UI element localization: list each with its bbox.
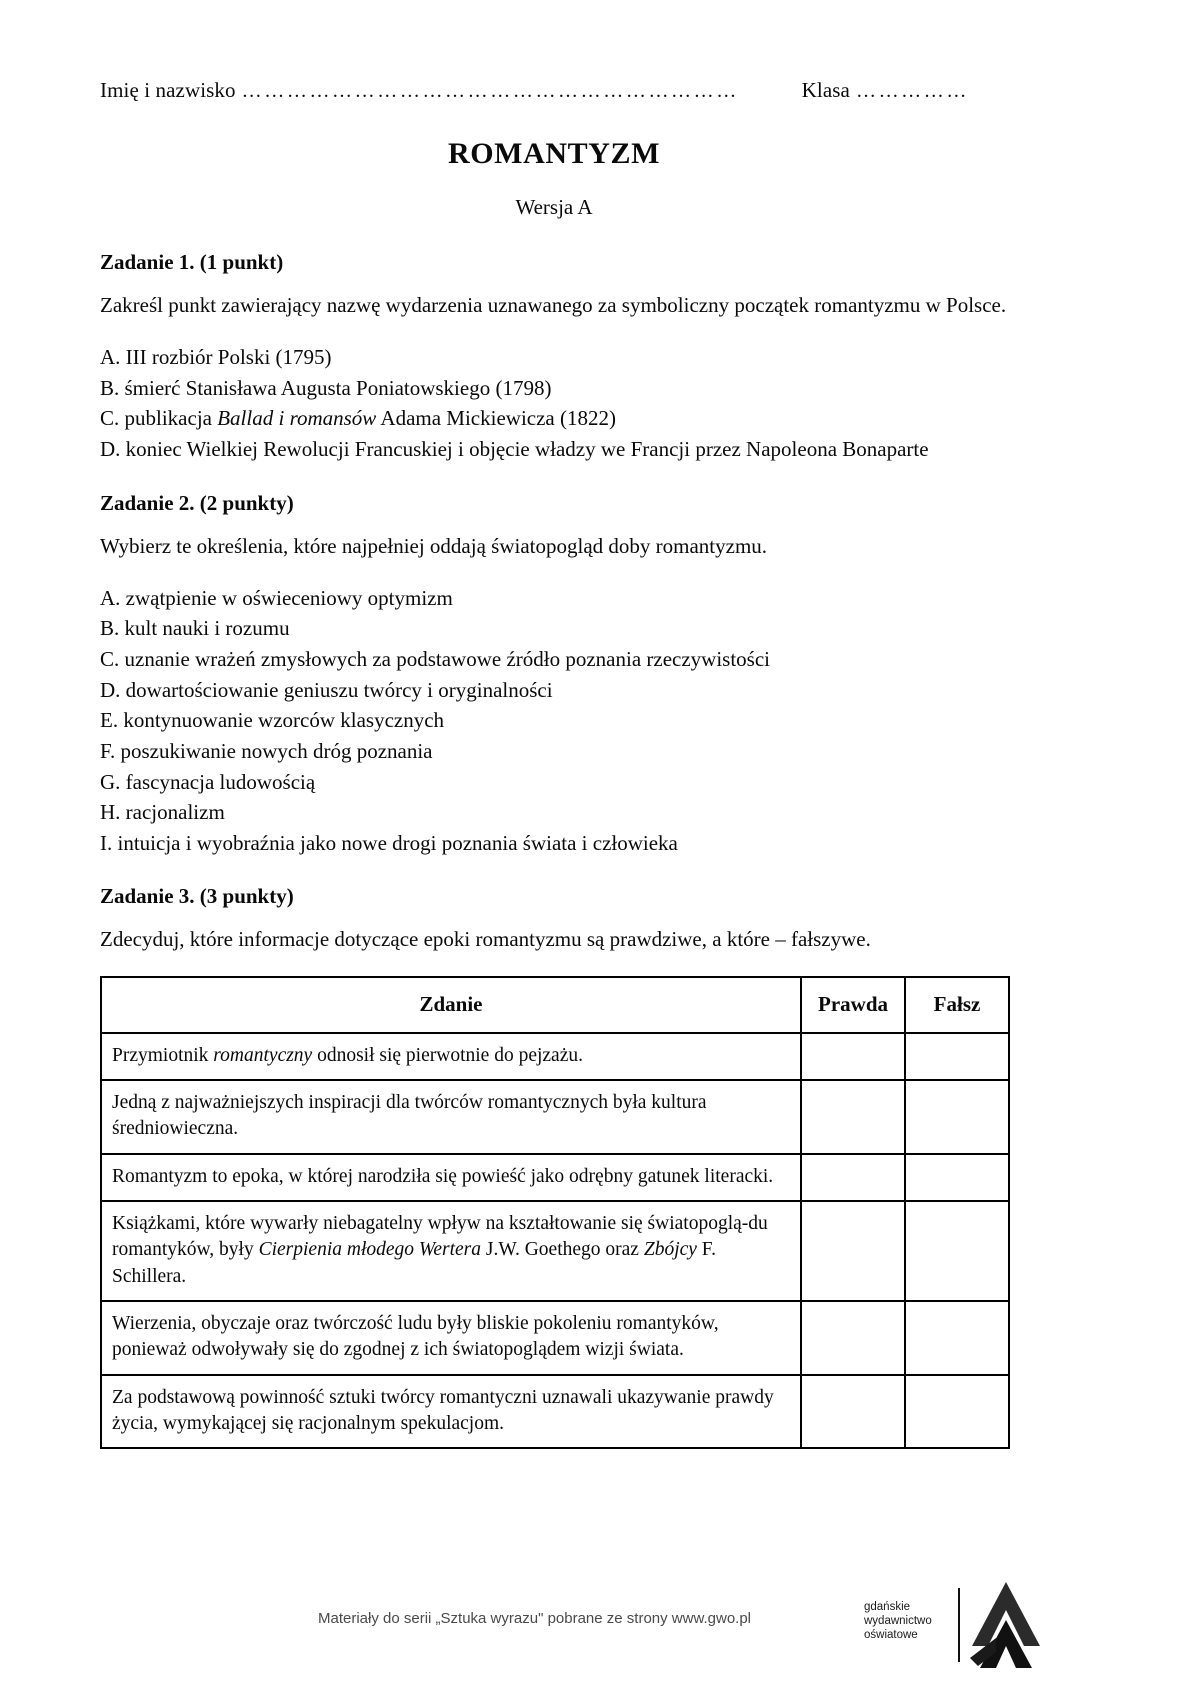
- true-false-table: [100, 976, 1010, 1449]
- task-2-option-e[interactable]: E. kontynuowanie wzorców klasycznych: [100, 708, 445, 733]
- table-body: [101, 1033, 1009, 1448]
- statement-text-part: Książkami, które wywarły niebagatelny wpływ na kształtowanie się światopoglą-du romantyków, były: [112, 1213, 768, 1261]
- answer-cell-false[interactable]: [905, 1033, 1009, 1080]
- publisher-logo-text: [864, 1600, 956, 1642]
- table-row: [101, 1080, 1009, 1154]
- task-1-option-c-after: Adama Mickiewicza (1822): [376, 406, 616, 431]
- publisher-name-line-3: oświatowe: [864, 1629, 918, 1642]
- task-2-option-g[interactable]: G. fascynacja ludowością: [100, 769, 316, 794]
- task-1-heading: Zadanie 1. (1 punkt): [100, 250, 284, 274]
- name-label: Imię i nazwisko: [100, 78, 236, 102]
- task-1-option-c[interactable]: [100, 403, 1008, 434]
- task-1-option-c-title: Ballad i romansów: [217, 406, 377, 431]
- task-2-option-c[interactable]: C. uznanie wrażeń zmysłowych za podstawowe źródło poznania rzeczywistości: [100, 646, 771, 671]
- gwo-emblem-icon: [966, 1580, 1050, 1668]
- task-2: [100, 491, 1008, 859]
- statement-cell: Wierzenia, obyczaje oraz twórczość ludu były bliskie pokoleniu romantyków, ponieważ odwoływały się do zgodnej z ich światopoglądem wizji świata.: [101, 1301, 801, 1375]
- answer-cell-false[interactable]: [905, 1154, 1009, 1201]
- answer-cell-true[interactable]: [801, 1033, 905, 1080]
- task-2-option-b[interactable]: B. kult nauki i rozumu: [100, 616, 290, 641]
- statement-italic-term: romantyczny: [213, 1044, 313, 1066]
- answer-cell-true[interactable]: [801, 1201, 905, 1301]
- statement-text-part: Przymiotnik: [112, 1044, 214, 1066]
- class-fill-in-dots[interactable]: ……………: [855, 80, 969, 102]
- task-1-instruction: Zakreśl punkt zawierający nazwę wydarzenia uznawanego za symboliczny początek romantyzmu w Polsce.: [100, 293, 1007, 317]
- task-1-options: [100, 342, 1008, 465]
- task-1-option-c-before: C. publikacja: [100, 406, 218, 431]
- task-2-option-h[interactable]: H. racjonalizm: [100, 800, 225, 825]
- task-2-option-f[interactable]: F. poszukiwanie nowych dróg poznania: [100, 738, 433, 763]
- publisher-name-line-1: gdańskie: [864, 1601, 911, 1613]
- publisher-name-line-2: wydawnictwo: [864, 1615, 932, 1628]
- column-header-true: Prawda: [801, 977, 905, 1032]
- document-content: [100, 78, 1008, 1449]
- class-label: Klasa: [801, 78, 850, 102]
- answer-cell-false[interactable]: [905, 1201, 1009, 1301]
- table-row: [101, 1301, 1009, 1375]
- student-identity-line: [100, 78, 1008, 103]
- column-header-false: Fałsz: [905, 977, 1009, 1032]
- task-2-option-i[interactable]: I. intuicja i wyobraźnia jako nowe drogi poznania świata i człowieka: [100, 830, 678, 855]
- table-row: [101, 1201, 1009, 1301]
- statement-text-part: J.W. Goethego oraz: [481, 1239, 644, 1261]
- name-fill-in-dots[interactable]: …………………………………………………………: [241, 80, 739, 102]
- statement-cell: Romantyzm to epoka, w której narodziła się powieść jako odrębny gatunek literacki.: [101, 1154, 801, 1201]
- task-2-option-d[interactable]: D. dowartościowanie geniuszu twórcy i oryginalności: [100, 677, 553, 702]
- page-title: ROMANTYZM: [447, 137, 661, 170]
- answer-cell-true[interactable]: [801, 1154, 905, 1201]
- statement-italic-title: Zbójcy: [643, 1239, 697, 1261]
- task-3-heading: Zadanie 3. (3 punkty): [100, 884, 294, 909]
- task-1-option-d[interactable]: D. koniec Wielkiej Rewolucji Francuskiej i objęcie władzy we Francji przez Napoleona Bonaparte: [100, 436, 929, 461]
- answer-cell-false[interactable]: [905, 1301, 1009, 1375]
- table-row: [101, 1154, 1009, 1201]
- statement-text-part: odnosił się pierwotnie do pejzażu.: [312, 1044, 583, 1066]
- answer-cell-true[interactable]: [801, 1301, 905, 1375]
- table-row: [101, 1375, 1009, 1449]
- task-3-instruction: Zdecyduj, które informacje dotyczące epoki romantyzmu są prawdziwe, a które – fałszywe.: [100, 927, 871, 952]
- answer-cell-false[interactable]: [905, 1080, 1009, 1154]
- statement-cell: [101, 1201, 801, 1301]
- task-2-heading: Zadanie 2. (2 punkty): [100, 490, 294, 515]
- page-footer: [0, 1586, 1200, 1696]
- task-1-option-b[interactable]: B. śmierć Stanisława Augusta Poniatowskiego (1798): [100, 375, 552, 400]
- task-3: [100, 884, 1008, 1449]
- logo-divider: [958, 1588, 960, 1662]
- statement-cell: Jedną z najważniejszych inspiracji dla twórców romantycznych była kultura średniowieczna.: [101, 1080, 801, 1154]
- answer-cell-true[interactable]: [801, 1080, 905, 1154]
- task-2-instruction: Wybierz te określenia, które najpełniej oddają światopogląd doby romantyzmu.: [100, 533, 768, 558]
- answer-cell-true[interactable]: [801, 1375, 905, 1449]
- statement-cell: [101, 1033, 801, 1080]
- answer-cell-false[interactable]: [905, 1375, 1009, 1449]
- statement-italic-title: Cierpienia młodego Wertera: [258, 1239, 482, 1261]
- publisher-logo: [862, 1574, 1050, 1682]
- task-2-option-a[interactable]: A. zwątpienie w oświeceniowy optymizm: [100, 585, 453, 610]
- version-subtitle: Wersja A: [515, 195, 593, 219]
- task-2-options: [100, 583, 1008, 859]
- footer-source-text: Materiały do serii „Sztuka wyrazu" pobrane ze strony www.gwo.pl: [318, 1610, 752, 1627]
- table-header-row: [101, 977, 1009, 1032]
- column-header-statement: Zdanie: [101, 977, 801, 1032]
- table-row: [101, 1033, 1009, 1080]
- task-1: [100, 250, 1008, 465]
- statement-cell: Za podstawową powinność sztuki twórcy romantyczni uznawali ukazywanie prawdy życia, wymykającej się racjonalnym spekulacjom.: [101, 1375, 801, 1449]
- task-1-option-a[interactable]: A. III rozbiór Polski (1795): [100, 344, 332, 369]
- statement-text-part: F. Schillera.: [112, 1239, 716, 1287]
